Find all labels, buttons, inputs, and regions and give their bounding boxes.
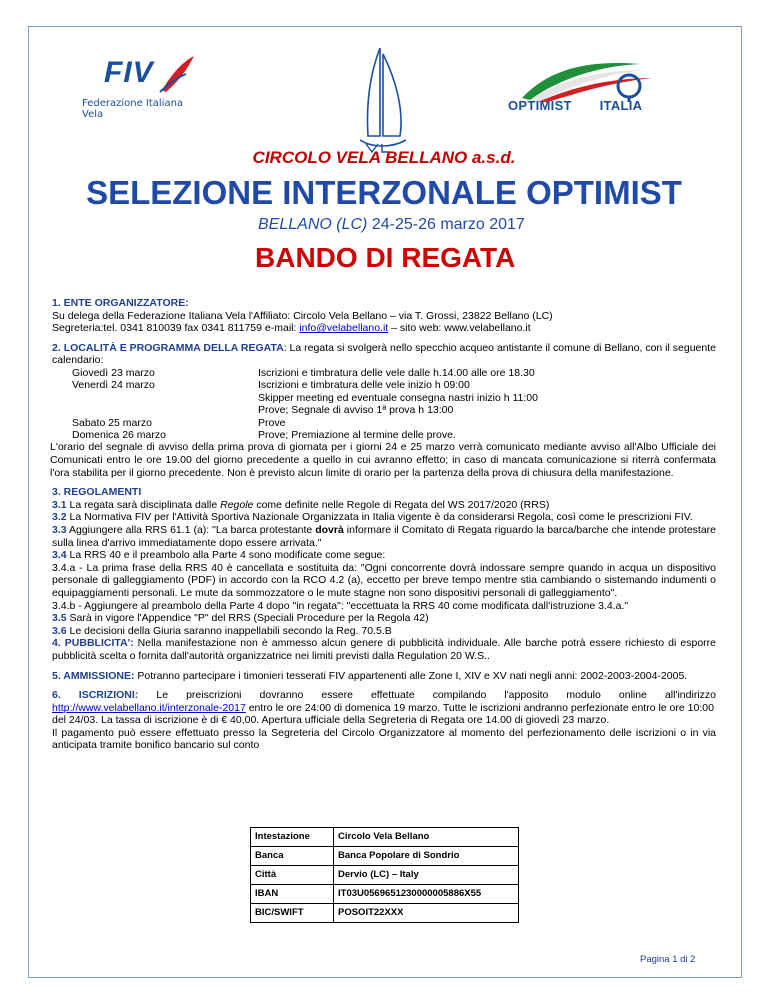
section-3-title [52, 486, 716, 499]
section-1-contacts: Segreteria:tel. 0341 810039 fax 0341 811759 e-mail: [52, 322, 300, 335]
rule-text: Sarà in vigore l'Appendice "P" del RRS (Speciali Procedure per la Regola 42) [66, 612, 429, 625]
bank-key: Città [251, 866, 334, 885]
table-row [251, 885, 519, 904]
rule-text: La Normativa FIV per l'Attività Sportiva Nazionale Organizzata in Italia vigente è da considerarsi Regola, così come le prescrizioni FIV. [66, 511, 693, 524]
bank-value: IT03U0569651230000005886X55 [334, 885, 519, 904]
rule-3-1 [52, 499, 716, 512]
italian-flag-swoosh-icon [520, 58, 680, 102]
section-6-payment: Il pagamento può essere effettuato presso la Segreteria del Circolo Organizzatore al momento del perfezionamento delle iscrizioni o in via anticipata tramite bonifico bancario sul conto [52, 726, 716, 752]
rule-3-5 [52, 612, 716, 625]
table-row [251, 828, 519, 847]
schedule-desc: Skipper meeting ed eventuale consegna nastri inizio h 11:00 [258, 391, 538, 404]
rule-3-4-a: 3.4.a - La prima frase della RRS 40 è cancellata e sostituita da: "Ogni concorrente dovrà indossare sempre quando in acqua un dispositivo personale di galleggiamento (PDF) in accordo con la RCO 4.2 (a), eccetto per breve tempo mentre stia cambiando o sistemando indumenti o equipaggiamenti personali. Le mute da sommozzatore o le mute stagne non sono dispositivi personali di galleggiamento". [52, 561, 716, 599]
bank-value: Circolo Vela Bellano [334, 828, 519, 847]
bank-key: Intestazione [251, 828, 334, 847]
optimist-logo-text: OPTIMIST [508, 98, 572, 113]
section-4-text: Nella manifestazione non è ammesso alcun genere di pubblicità individuale. Alle barche potrà essere richiesto di esporre pubblicità scelta o fornita dall'autorità organizzatrice nei limiti previsti dalla Regulation 20 W.S.. [52, 637, 717, 662]
bank-value: Dervio (LC) – Italy [334, 866, 519, 885]
fiv-logo-letters: FIV [104, 56, 154, 89]
section-2 [52, 342, 716, 367]
rule-text: La RRS 40 e il preambolo alla Parte 4 sono modificate come segue: [66, 549, 386, 562]
schedule-day: Venerdì 24 marzo [72, 379, 155, 392]
section-1-title: 1. ENTE ORGANIZZATORE [52, 297, 186, 309]
section-4-title: 4. PUBBLICITA': [52, 637, 134, 650]
rule-3-2 [52, 511, 716, 524]
rule-text: Aggiungere alla RRS 61.1 (a): "La barca protestante [66, 523, 316, 536]
rule-number: 3.4 [52, 549, 67, 562]
document-body [52, 297, 716, 752]
section-6-text: entro le ore 24:00 di domenica 19 marzo. Tutte le iscrizioni andranno perfezionate entro le ore 10:00 del 24/03. La tassa di iscrizione è di € 40,00. Apertura ufficiale della Segreteria di Regata ore 14.00 di giovedì 23 marzo. [52, 701, 714, 727]
bank-key: Banca [251, 847, 334, 866]
italia-logo-text: ITALIA [599, 98, 643, 113]
page-number: Pagina 1 di 2 [640, 954, 696, 965]
section-1-website: – sito web: www.velabellano.it [388, 322, 531, 335]
section-1-line1: Su delega della Federazione Italiana Vela l'Affiliato: Circolo Vela Bellano – via T. Grossi, 23822 Bellano (LC) [52, 309, 553, 322]
rule-text: Le decisioni della Giuria saranno inappellabili secondo la Reg. 70.5.B [66, 624, 392, 637]
rule-number: 3.3 [52, 523, 67, 536]
section-2-note: L'orario del segnale di avviso della prima prova di giornata per i giorni 24 e 25 marzo verrà comunicato mediante avviso all'Albo Ufficiale dei Comunicati entro le ore 19.00 del giorno precedente a quello in cui avranno effetto; in caso di mancata comunicazione si riterrà confermata l'ora stabilita per il giorno precedente. Non è previsto alcun limite di orario per la partenza della prova di chiusura della manifestazione. [50, 441, 716, 479]
rule-number: 3.5 [52, 612, 67, 625]
section-6-title: 6. ISCRIZIONI: [52, 689, 139, 702]
rule-3-3 [52, 524, 716, 549]
schedule-desc: Prove [258, 416, 286, 429]
rule-emphasis: Regole [220, 498, 254, 511]
bank-details-table [250, 827, 519, 923]
rule-number: 3.2 [52, 511, 67, 524]
section-5-text: Potranno partecipare i timonieri tesserati FIV appartenenti alle Zone I, XIV e XV nati negli anni: 2002-2003-2004-2005. [134, 669, 688, 682]
rule-text: come definite nelle Regole di Regata del WS 2017/2020 (RRS) [253, 498, 550, 511]
schedule-day: Sabato 25 marzo [72, 416, 152, 429]
section-3-heading: 3. REGOLAMENTI [52, 486, 142, 499]
rule-3-4 [52, 549, 716, 562]
venue-place: BELLANO (LC) [258, 216, 368, 233]
section-6-text: Le preiscrizioni dovranno essere effettuate compilando l'apposito modulo online all'indirizzo [138, 689, 716, 702]
table-row [251, 904, 519, 923]
table-row [251, 866, 519, 885]
email-link[interactable]: info@velabellano.it [299, 322, 389, 335]
schedule [72, 367, 716, 441]
page-title: SELEZIONE INTERZONALE OPTIMIST [86, 174, 682, 211]
club-sail-logo-icon [352, 44, 412, 156]
table-row [251, 847, 519, 866]
section-6 [52, 689, 716, 702]
schedule-day [72, 392, 258, 404]
section-2-intro: : La regata si svolgerà nello specchio acqueo antistante il comune di Bellano, con il seguente calendario: [52, 341, 716, 367]
bank-value: POSOIT22XXX [334, 904, 519, 923]
fiv-sail-icon [158, 54, 198, 94]
section-2-title: 2. LOCALITÀ E PROGRAMMA DELLA REGATA [52, 341, 284, 354]
bank-key: IBAN [251, 885, 334, 904]
section-5-title: 5. AMMISSIONE: [52, 669, 135, 682]
schedule-day: Domenica 26 marzo [72, 429, 166, 441]
bank-key: BIC/SWIFT [251, 904, 334, 923]
registration-link[interactable]: http://www.velabellano.it/interzonale-2017 [52, 701, 246, 714]
schedule-day [72, 404, 258, 416]
section-5 [52, 670, 716, 683]
schedule-desc: Iscrizioni e timbratura delle vele inizio h 09:00 [258, 379, 470, 392]
rule-3-4-b: 3.4.b - Aggiungere al preambolo della Parte 4 dopo "in regata": "eccettuata la RRS 40 come modificata dall'istruzione 3.4.a." [52, 599, 629, 612]
rule-text: informare il Comitato di Regata riguardo la barca/barche che intende protestare sulla linea d'arrivo immediatamente dopo essere arrivata." [52, 523, 717, 549]
club-name: CIRCOLO VELA BELLANO a.s.d. [252, 148, 516, 167]
section-1: 1. ENTE ORGANIZZATORE: [52, 297, 189, 309]
fiv-logo-name: Federazione Italiana Vela [82, 98, 184, 120]
rule-number: 3.1 [52, 498, 67, 511]
rule-number: 3.6 [52, 624, 67, 637]
schedule-desc: Prove; Segnale di avviso 1ª prova h 13:00 [258, 404, 454, 417]
section-1-line2 [52, 322, 716, 335]
rule-3-6 [52, 625, 716, 638]
optimist-italia-logo [500, 58, 680, 128]
rule-text: La regata sarà disciplinata dalle [66, 498, 221, 511]
fiv-logo [72, 56, 202, 120]
bank-value: Banca Popolare di Sondrio [334, 847, 519, 866]
schedule-day: Giovedì 23 marzo [72, 366, 155, 379]
venue-line [258, 216, 525, 234]
venue-dates: 24-25-26 marzo 2017 [371, 216, 525, 233]
section-4 [52, 637, 716, 662]
section-6-cont [52, 702, 716, 727]
schedule-desc: Iscrizioni e timbratura delle vele dalle h.14.00 alle ore 18.30 [258, 366, 535, 379]
rule-emphasis: dovrà [315, 523, 344, 536]
schedule-desc: Prove; Premiazione al termine delle prove. [258, 429, 456, 441]
bando-title: BANDO DI REGATA [255, 242, 516, 273]
